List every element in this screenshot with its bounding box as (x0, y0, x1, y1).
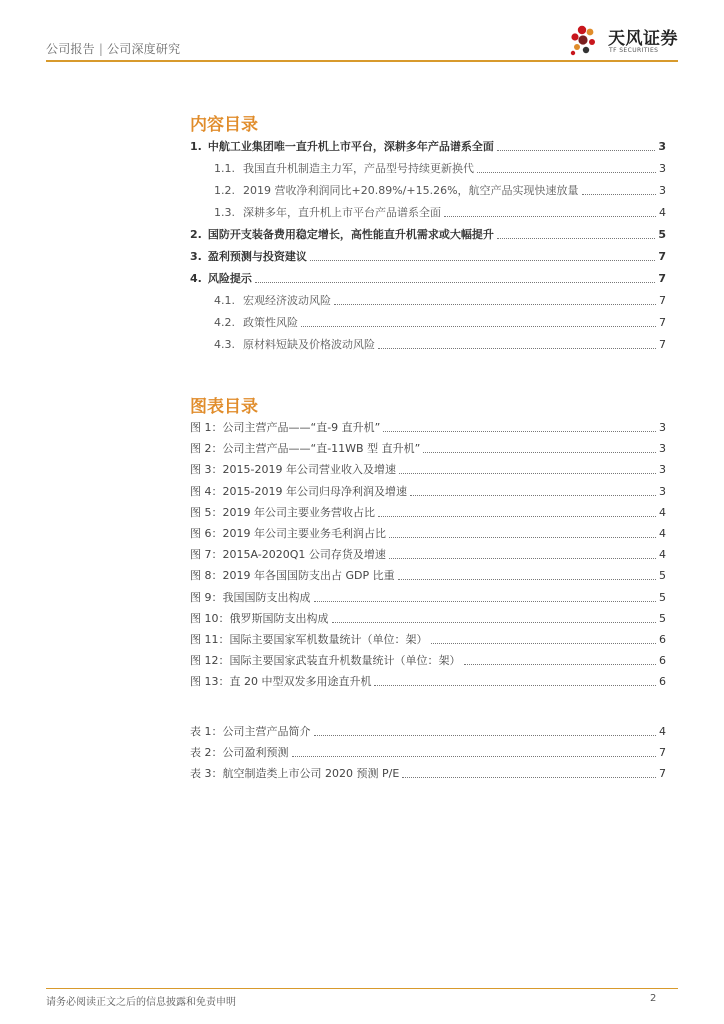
toc-entry-page: 7 (659, 338, 666, 351)
figure-entry-text: 图 1：公司主营产品——“直-9 直升机” (190, 421, 381, 434)
leader-dots (374, 684, 656, 686)
figure-entry-text: 图 7：2015A-2020Q1 公司存货及增速 (190, 548, 386, 562)
toc-entry-page: 7 (659, 316, 666, 329)
figure-entry-page: 6 (659, 675, 666, 689)
leader-dots (497, 149, 656, 151)
figure-entry-page: 4 (659, 505, 666, 519)
logo-text-cn: 天风证券 (608, 29, 678, 49)
leader-dots (399, 472, 656, 474)
leader-dots (431, 642, 657, 644)
leader-dots (464, 663, 657, 665)
header-rule (46, 60, 678, 62)
toc-title: 内容目录 (190, 115, 258, 135)
table-entry-text: 表 2：公司盈利预测 (190, 746, 289, 760)
leader-dots (292, 755, 657, 757)
toc-entry[interactable] (190, 248, 666, 264)
toc-entry-page: 4 (659, 206, 666, 219)
toc-entry-label (190, 228, 494, 242)
company-logo (568, 22, 698, 58)
leader-dots (255, 281, 656, 283)
leader-dots (310, 259, 656, 261)
toc-entry-text: 盈利预测与投资建议 (207, 250, 307, 263)
table-entry-text: 表 3：航空制造类上市公司 2020 预测 P/E (190, 767, 400, 781)
figure-entry-text: 图 4：2015-2019 年公司归母净利润及增速 (190, 484, 407, 498)
toc-entry-text: 宏观经济波动风险 (243, 294, 331, 307)
figure-entry-page: 5 (659, 590, 666, 604)
toc-entry-label (214, 162, 474, 176)
toc-entry-label (214, 294, 331, 308)
figure-entry-text: 图 2：公司主营产品——“直-11WB 型 直升机” (190, 442, 421, 456)
figure-entry-page: 4 (659, 548, 666, 562)
figure-entry[interactable] (190, 483, 666, 499)
figure-entry-page: 6 (659, 654, 666, 668)
toc-entry-label (214, 184, 579, 198)
table-entry-text: 表 1：公司主营产品简介 (190, 725, 311, 738)
toc-entry-label (214, 338, 375, 352)
footer-rule (46, 988, 678, 989)
footer-disclaimer: 请务必阅读正文之后的信息披露和免责申明 (46, 997, 236, 1008)
figure-entry-text: 图 8：2019 年各国国防支出占 GDP 比重 (190, 569, 395, 583)
leader-dots (314, 734, 657, 736)
toc-subentry[interactable] (214, 182, 666, 198)
table-entry[interactable] (190, 765, 666, 781)
figure-entry[interactable] (190, 673, 666, 689)
table-entry[interactable] (190, 744, 666, 760)
toc-entry-label (214, 206, 441, 220)
leader-dots (582, 193, 656, 195)
figure-entry-page: 4 (659, 527, 666, 540)
figure-entry[interactable] (190, 546, 666, 562)
toc-subentry[interactable] (214, 314, 666, 330)
logo-text-en: TF SECURITIES (609, 47, 659, 54)
toc-entry-text: 风险提示 (207, 272, 252, 285)
toc-subentry[interactable] (214, 204, 666, 220)
toc-entry-number: 4.3. (214, 338, 235, 351)
figure-entry-text: 图 13：直 20 中型双发多用途直升机 (190, 675, 372, 689)
toc-entry-number: 4.2. (214, 316, 235, 329)
report-category: 公司报告 (46, 42, 95, 56)
figure-entry[interactable] (190, 631, 666, 647)
figure-entry-page: 3 (659, 463, 666, 477)
figure-entry[interactable] (190, 419, 666, 435)
toc-entry-page: 5 (658, 228, 666, 241)
toc-entry-number: 3. (190, 250, 202, 263)
figure-entry-page: 6 (659, 633, 666, 646)
header-separator: | (98, 42, 104, 56)
figure-entry-page: 5 (659, 611, 666, 625)
leader-dots (378, 515, 656, 517)
leader-dots (301, 325, 656, 327)
figure-entry[interactable] (190, 589, 666, 605)
leader-dots (410, 494, 656, 496)
toc-entry[interactable] (190, 270, 666, 286)
toc-entry-text: 国防开支装备费用稳定增长，高性能直升机需求或大幅提升 (207, 228, 494, 241)
toc-entry-text: 深耕多年，直升机上市平台产品谱系全面 (243, 206, 441, 219)
toc-entry-page: 7 (658, 272, 666, 285)
leader-dots (332, 621, 657, 623)
toc-entry-text: 政策性风险 (243, 316, 298, 329)
figure-entry-page: 3 (659, 421, 666, 434)
leader-dots (314, 600, 657, 602)
figure-entry-page: 5 (659, 569, 666, 583)
leader-dots (389, 536, 656, 538)
toc-entry-number: 2. (190, 228, 202, 241)
figure-entry[interactable] (190, 652, 666, 668)
toc-entry-label (190, 250, 307, 264)
table-entry-page: 7 (659, 767, 666, 781)
leader-dots (398, 578, 656, 580)
logo-flower-icon (568, 22, 604, 58)
figure-entry-text: 图 10：俄罗斯国防支出构成 (190, 611, 329, 625)
figure-entry[interactable] (190, 525, 666, 541)
table-entry-page: 7 (659, 746, 666, 760)
toc-subentry[interactable] (214, 292, 666, 308)
figure-entry[interactable] (190, 610, 666, 626)
toc-entry[interactable] (190, 138, 666, 154)
figure-entry-text: 图 3：2015-2019 年公司营业收入及增速 (190, 463, 396, 477)
toc-subentry[interactable] (214, 336, 666, 352)
page-number: 2 (650, 993, 657, 1004)
leader-dots (383, 430, 656, 432)
toc-entry-text: 我国直升机制造主力军，产品型号持续更新换代 (243, 162, 474, 175)
figure-entry-page: 3 (659, 442, 666, 456)
figure-entry[interactable] (190, 461, 666, 477)
leader-dots (378, 347, 656, 349)
toc-entry-number: 4. (190, 272, 202, 285)
leader-dots (497, 237, 656, 239)
page-header (0, 0, 724, 62)
figure-entry[interactable] (190, 440, 666, 456)
toc-entry-number: 4.1. (214, 294, 235, 307)
figure-entry-text: 图 12：国际主要国家武装直升机数量统计（单位：架） (190, 654, 461, 668)
figure-entry-text: 图 6：2019 年公司主要业务毛利润占比 (190, 527, 386, 540)
figure-entry[interactable] (190, 567, 666, 583)
report-subcategory: 公司深度研究 (107, 42, 181, 56)
figure-entry-text: 图 11：国际主要国家军机数量统计（单位：架） (190, 633, 428, 646)
toc-entry-label (214, 316, 298, 330)
toc-subentry[interactable] (214, 160, 666, 176)
toc-entry-number: 1.1. (214, 162, 235, 175)
toc-entry-page: 7 (658, 250, 666, 263)
toc-entry-number: 1.2. (214, 184, 235, 197)
leader-dots (444, 215, 656, 217)
toc-entry-text: 2019 营收净利润同比+20.89%/+15.26%，航空产品实现快速放量 (243, 184, 579, 197)
toc-entry-text: 中航工业集团唯一直升机上市平台，深耕多年产品谱系全面 (207, 140, 494, 153)
toc-entry[interactable] (190, 226, 666, 242)
toc-entry-page: 3 (659, 184, 666, 197)
leader-dots (477, 171, 656, 173)
report-type (46, 40, 180, 57)
figure-entry-text: 图 5：2019 年公司主要业务营收占比 (190, 505, 375, 519)
toc-entry-text: 原材料短缺及价格波动风险 (243, 338, 375, 351)
figures-title: 图表目录 (190, 397, 258, 417)
figure-entry-page: 3 (659, 484, 666, 498)
toc-entry-label (190, 272, 252, 286)
toc-entry-page: 7 (659, 294, 666, 307)
figure-entry[interactable] (190, 504, 666, 520)
leader-dots (334, 303, 656, 305)
table-entry-page: 4 (659, 725, 666, 738)
toc-entry-number: 1. (190, 140, 202, 153)
toc-entry-page: 3 (659, 162, 666, 175)
leader-dots (423, 451, 656, 453)
figure-entry-text: 图 9：我国国防支出构成 (190, 590, 311, 604)
toc-entry-page: 3 (658, 140, 666, 153)
toc-entry-number: 1.3. (214, 206, 235, 219)
leader-dots (402, 776, 656, 778)
table-entry[interactable] (190, 723, 666, 739)
toc-entry-label (190, 140, 494, 154)
leader-dots (389, 557, 656, 559)
